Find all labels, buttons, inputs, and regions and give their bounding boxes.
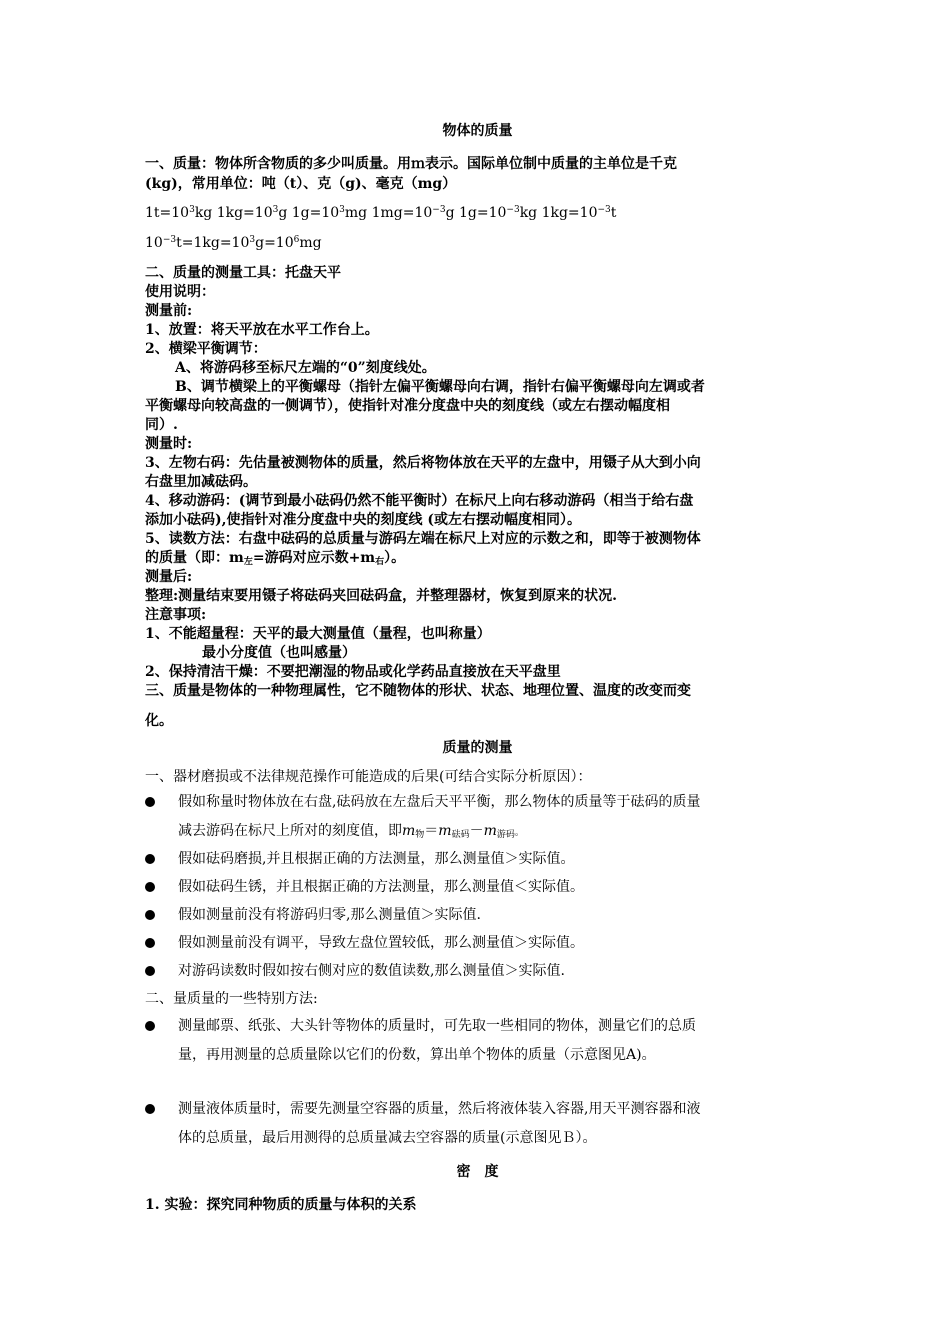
mass-definition-line2: (kg)，常用单位：吨（t）、克（g)、毫克（mg） <box>145 176 457 192</box>
step-reading-line1: 5、读数方法：右盘中砝码的总质量与游码左端在标尺上对应的示数之和，即等于被测物体 <box>145 531 701 547</box>
step-tidy: 整理:测量结束要用镊子将砝码夹回砝码盒，并整理器材，恢复到原来的状况. <box>145 588 618 604</box>
error-worn-weights: 假如砝码磨损,并且根据正确的方法测量，那么测量值＞实际值。 <box>178 851 575 867</box>
mass-property-line2: 化。 <box>145 713 173 729</box>
notes-heading: 注意事项: <box>145 607 207 623</box>
density-experiment-item: 1. 实验：探究同种物质的质量与体积的关系 <box>145 1197 417 1213</box>
step-place: 1、放置：将天平放在水平工作台上。 <box>145 322 379 338</box>
bullet-icon <box>145 797 155 807</box>
section-title-measuring-mass: 质量的测量 <box>442 740 513 756</box>
section-title-density: 密 度 <box>456 1164 499 1180</box>
bullet-icon <box>145 938 155 948</box>
unit-conversion-line2: $10^{-3}t=1kg=10^3g=10^6mg$ <box>145 235 322 251</box>
method-liquid-line2: 体的总质量，最后用测得的总质量减去空容器的质量(示意图见Ｂ）。 <box>178 1130 597 1146</box>
step-left-object-line1: 3、左物右码：先估量被测物体的质量，然后将物体放在天平的左盘中，用镊子从大到小向 <box>145 455 701 471</box>
errors-heading: 一、器材磨损或不法律规范操作可能造成的后果(可结合实际分析原因）： <box>145 769 592 785</box>
error-not-leveled: 假如测量前没有调平，导致左盘位置较低，那么测量值＞实际值。 <box>178 935 584 951</box>
note-clean-dry: 2、保持清洁干燥：不要把潮湿的物品或化学药品直接放在天平盘里 <box>145 664 561 680</box>
step-left-object-line2: 右盘里加减砝码。 <box>145 474 257 490</box>
method-liquid-line1: 测量液体质量时，需要先测量空容器的质量，然后将液体装入容器,用天平测容器和液 <box>178 1101 701 1117</box>
bullet-icon <box>145 910 155 920</box>
measuring-tool-heading: 二、质量的测量工具：托盘天平 <box>145 265 341 281</box>
mass-definition-line1: 一、质量：物体所含物质的多少叫质量。用ｍ表示。国际单位制中质量的主单位是千克 <box>145 156 677 172</box>
step-move-rider-line1: 4、移动游码：(调节到最小砝码仍然不能平衡时）在标尺上向右移动游码（相当于给右盘 <box>145 493 694 509</box>
note-min-division: 最小分度值（也叫感量） <box>202 645 356 661</box>
bullet-icon <box>145 882 155 892</box>
error-reversed-pans-line1: 假如称量时物体放在右盘,砝码放在左盘后天平平衡，那么物体的质量等于砝码的质量 <box>178 794 701 810</box>
error-reversed-pans-line2: 减去游码在标尺上所对的刻度值，即$m_物=m_{砝码}-m_{游码}$。 <box>178 823 524 840</box>
step-balance-b-line1: B、调节横梁上的平衡螺母（指针左偏平衡螺母向右调，指针右偏平衡螺母向左调或者 <box>175 379 705 395</box>
note-range: 1、不能超量程：天平的最大测量值（量程，也叫称量） <box>145 626 491 642</box>
method-small-objects-line1: 测量邮票、纸张、大头针等物体的质量时，可先取一些相同的物体，测量它们的总质 <box>178 1018 696 1034</box>
bullet-icon <box>145 854 155 864</box>
special-methods-heading: 二、量质量的一些特别方法: <box>145 991 318 1007</box>
error-rider-not-zeroed: 假如测量前没有将游码归零,那么测量值＞实际值. <box>178 907 481 923</box>
mass-property-line1: 三、质量是物体的一种物理属性，它不随物体的形状、状态、地理位置、温度的改变而变 <box>145 683 691 699</box>
during-measuring-heading: 测量时: <box>145 436 193 452</box>
unit-conversion-line1: $1t=10^3kg$ $1kg=10^3g$ $1g=10^3mg$ $1mg=10^{-3}g$ $1g=10^{-3}kg$ $1kg=10^{-3}t$ <box>145 205 617 221</box>
section-title-mass: 物体的质量 <box>442 123 513 139</box>
method-small-objects-line2: 量，再用测量的总质量除以它们的份数，算出单个物体的质量（示意图见A)。 <box>178 1047 656 1063</box>
usage-heading: 使用说明： <box>145 284 215 300</box>
step-balance-adjust: 2、横梁平衡调节： <box>145 341 267 357</box>
bullet-icon <box>145 966 155 976</box>
before-measuring-heading: 测量前: <box>145 303 193 319</box>
step-balance-b-line3: 同）. <box>145 417 178 433</box>
error-rider-right-side: 对游码读数时假如按右侧对应的数值读数,那么测量值＞实际值. <box>178 963 565 979</box>
error-rusty-weights: 假如砝码生锈，并且根据正确的方法测量，那么测量值＜实际值。 <box>178 879 584 895</box>
after-measuring-heading: 测量后: <box>145 569 193 585</box>
step-reading-line2: 的质量（即：$m_左=$游码对应示数$+m_右$）。 <box>145 550 406 567</box>
step-balance-a: A、将游码移至标尺左端的“0”刻度线处。 <box>175 360 436 376</box>
step-balance-b-line2: 平衡螺母向较高盘的一侧调节），使指针对准分度盘中央的刻度线（或左右摆动幅度相 <box>145 398 670 414</box>
bullet-icon <box>145 1021 155 1031</box>
step-move-rider-line2: 添加小砝码),使指针对准分度盘中央的刻度线 (或左右摆动幅度相同）。 <box>145 512 581 528</box>
bullet-icon <box>145 1104 155 1114</box>
